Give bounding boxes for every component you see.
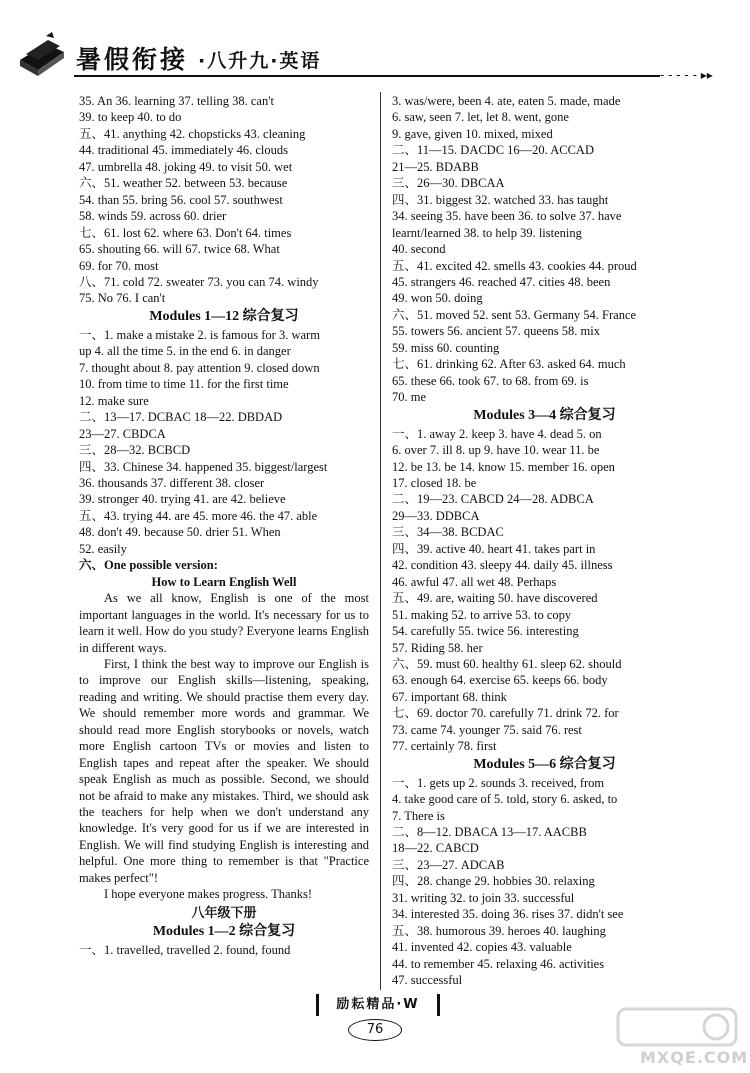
left-column (79, 93, 369, 959)
answer-line: 17. closed 18. be (392, 475, 477, 490)
answer-line: 三、28—32. BCBCD (79, 443, 191, 458)
answer-line: 31. writing 32. to join 33. successful (392, 890, 575, 905)
answer-line: 59. miss 60. counting (392, 340, 500, 355)
section-title-modules-3-4: Modules 3—4 综合复习 (473, 407, 616, 423)
header-rule (74, 75, 660, 77)
answer-line: 12. make sure (79, 393, 149, 408)
answer-line: 6. over 7. ill 8. up 9. have 10. wear 11. be (392, 443, 600, 458)
answer-block-modules-5-6 (392, 775, 697, 989)
answer-line: 18—22. CABCD (392, 841, 479, 856)
essay-paragraph-2: First, I think the best way to improve our English is to improve our English skills—listening, speaking, reading and writing. We should practise them every day. We should remember more words and grammar. We should read more English storybooks or novels, watch more English cartoon TVs or movies and listen to English tapes and repeat after the speaker. We should speak English as much as possible. Second, we should not be afraid to make any mistakes. Third, we should ask the teachers for help when we don't understand any knowledge. It's very good for us if we are interested in English. We will find studying English is interesting and helpful. One more thing to remember is that "Practice makes perfect"! (79, 656, 369, 885)
answer-line: 五、41. excited 42. smells 43. cookies 44. proud (392, 258, 637, 273)
answer-line: 四、33. Chinese 34. happened 35. biggest/largest (79, 459, 328, 474)
answer-line: 67. important 68. think (392, 689, 507, 704)
answer-line: 39. to keep 40. to do (79, 110, 182, 125)
page-number: 76 (348, 1019, 402, 1041)
grade-subject-subtitle: ·八升九·英语 (198, 50, 322, 72)
answer-line: 23—27. CBDCA (79, 426, 166, 441)
answer-line: 六、59. must 60. healthy 61. sleep 62. should (392, 656, 622, 671)
section-title-modules-1-2: Modules 1—2 综合复习 (152, 924, 296, 940)
answer-line: 36. thousands 37. different 38. closer (79, 475, 265, 490)
answer-line: 四、28. change 29. hobbies 30. relaxing (392, 874, 595, 889)
header-rule-arrows: - - - - - ▸▸ (660, 68, 713, 82)
answer-block-unit-end (79, 93, 369, 307)
page-header (0, 0, 750, 92)
answer-line: 75. No 76. I can't (79, 291, 166, 306)
answer-line: 55. towers 56. ancient 57. queens 58. mix (392, 324, 600, 339)
answer-line: 47. successful (392, 973, 463, 988)
answer-line: 七、61. lost 62. where 63. Don't 64. times (79, 225, 292, 240)
answer-line: 一、1. away 2. keep 3. have 4. dead 5. on (392, 426, 602, 441)
answer-line: 二、19—23. CABCD 24—28. ADBCA (392, 492, 594, 507)
answer-line: 一、1. make a mistake 2. is famous for 3. warm (79, 327, 320, 342)
answer-line: 二、13—17. DCBAC 18—22. DBDAD (79, 410, 283, 425)
section-title-modules-5-6: Modules 5—6 综合复习 (473, 756, 616, 772)
answer-line: 58. winds 59. across 60. drier (79, 209, 227, 224)
answer-line: 54. than 55. bring 56. cool 57. southwest (79, 192, 283, 207)
answer-line: 三、26—30. DBCAA (392, 176, 505, 191)
answer-line: 73. came 74. younger 75. said 76. rest (392, 722, 582, 737)
answer-line: 29—33. DDBCA (392, 508, 480, 523)
answer-line: 二、8—12. DBACA 13—17. AACBB (392, 825, 587, 840)
answer-line: 一、1. travelled, travelled 2. found, found (79, 943, 291, 958)
publisher-badge: 励耘精品·W (316, 994, 440, 1016)
essay-paragraph-3: I hope everyone makes progress. Thanks! (104, 887, 313, 902)
answer-line: 69. for 70. most (79, 258, 159, 273)
answer-block-modules-1-12 (79, 327, 369, 557)
answer-line: 44. to remember 45. relaxing 46. activities (392, 956, 605, 971)
answer-line: 52. easily (79, 541, 127, 556)
answer-line: 7. There is (392, 808, 445, 823)
answer-line: 四、31. biggest 32. watched 33. has taught (392, 192, 609, 207)
answer-line: 63. enough 64. exercise 65. keeps 66. body (392, 673, 608, 688)
answer-line: 57. Riding 58. her (392, 640, 483, 655)
answer-line: 70. me (392, 390, 427, 405)
answer-block-modules-1-2-cont (392, 93, 697, 406)
answer-line: 六、51. moved 52. sent 53. Germany 54. France (392, 307, 637, 322)
right-column (392, 93, 697, 989)
answer-line: 10. from time to time 11. for the first time (79, 377, 289, 392)
answer-block-modules-3-4 (392, 426, 697, 755)
answer-line: 6. saw, seen 7. let, let 8. went, gone (392, 110, 569, 125)
answer-line: 五、38. humorous 39. heroes 40. laughing (392, 923, 606, 938)
brand-title: 暑假衔接 (76, 45, 189, 74)
answer-line: 三、23—27. ADCAB (392, 857, 505, 872)
answer-line: 65. these 66. took 67. to 68. from 69. is (392, 373, 589, 388)
answer-line: learnt/learned 38. to help 39. listening (392, 225, 582, 240)
column-divider (380, 92, 381, 990)
grade-8-volume-2-title: 八年级下册 (191, 905, 257, 921)
answer-line: 65. shouting 66. will 67. twice 68. What (79, 242, 280, 257)
answer-line: 9. gave, given 10. mixed, mixed (392, 126, 553, 141)
answer-line: 49. won 50. doing (392, 291, 483, 306)
answer-line: 77. certainly 78. first (392, 739, 497, 754)
answer-line: 54. carefully 55. twice 56. interesting (392, 624, 579, 639)
answer-line: 7. thought about 8. pay attention 9. closed down (79, 360, 320, 375)
essay-title: How to Learn English Well (151, 574, 297, 589)
answer-line: 七、69. doctor 70. carefully 71. drink 72. for (392, 706, 619, 721)
answer-line: 42. condition 43. sleepy 44. daily 45. illness (392, 558, 613, 573)
answer-line: 三、34—38. BCDAC (392, 525, 504, 540)
answer-line: 六、51. weather 52. between 53. because (79, 176, 288, 191)
answer-line: 七、61. drinking 62. After 63. asked 64. much (392, 357, 626, 372)
answer-line: 四、39. active 40. heart 41. takes part in (392, 541, 596, 556)
answer-line: up 4. all the time 5. in the end 6. in danger (79, 344, 291, 359)
essay-paragraph-1: As we all know, English is one of the most important languages in the world. It's necessary for us to learn it well. How do you study? Everyone learns English in different ways. (79, 591, 369, 655)
answer-line: 40. second (392, 242, 446, 257)
answer-line: 45. strangers 46. reached 47. cities 48. been (392, 274, 611, 289)
answer-line: 二、11—15. DACDC 16—20. ACCAD (392, 143, 594, 158)
watermark-text: MXQE.COM (640, 1048, 749, 1067)
answer-line: 五、43. trying 44. are 45. more 46. the 47. able (79, 508, 318, 523)
answer-line: 47. umbrella 48. joking 49. to visit 50. wet (79, 159, 293, 174)
answer-line: 21—25. BDABB (392, 159, 479, 174)
answer-line: 41. invented 42. copies 43. valuable (392, 940, 572, 955)
answer-line: 八、71. cold 72. sweater 73. you can 74. windy (79, 274, 319, 289)
answer-line: 51. making 52. to arrive 53. to copy (392, 607, 572, 622)
answer-line: 48. don't 49. because 50. drier 51. When (79, 525, 281, 540)
answer-line: 3. was/were, been 4. ate, eaten 5. made, made (392, 94, 621, 108)
answer-line: 一、1. gets up 2. sounds 3. received, from (392, 775, 605, 790)
answer-line: 46. awful 47. all wet 48. Perhaps (392, 574, 557, 589)
section-title-modules-1-12: Modules 1—12 综合复习 (149, 308, 299, 324)
answer-line: 五、49. are, waiting 50. have discovered (392, 591, 598, 606)
answer-line: 12. be 13. be 14. know 15. member 16. open (392, 459, 615, 474)
answer-line: 34. seeing 35. have been 36. to solve 37. have (392, 209, 622, 224)
answer-line: 35. An 36. learning 37. telling 38. can't (79, 94, 274, 108)
writing-version-label: 六、One possible version: (79, 558, 218, 573)
answer-line: 五、41. anything 42. chopsticks 43. cleaning (79, 126, 306, 141)
answer-line: 34. interested 35. doing 36. rises 37. didn't see (392, 907, 624, 922)
answer-line: 4. take good care of 5. told, story 6. asked, to (392, 792, 618, 807)
books-logo-icon (16, 30, 68, 78)
answer-line: 44. traditional 45. immediately 46. clouds (79, 143, 288, 158)
answer-line: 39. stronger 40. trying 41. are 42. believe (79, 492, 286, 507)
